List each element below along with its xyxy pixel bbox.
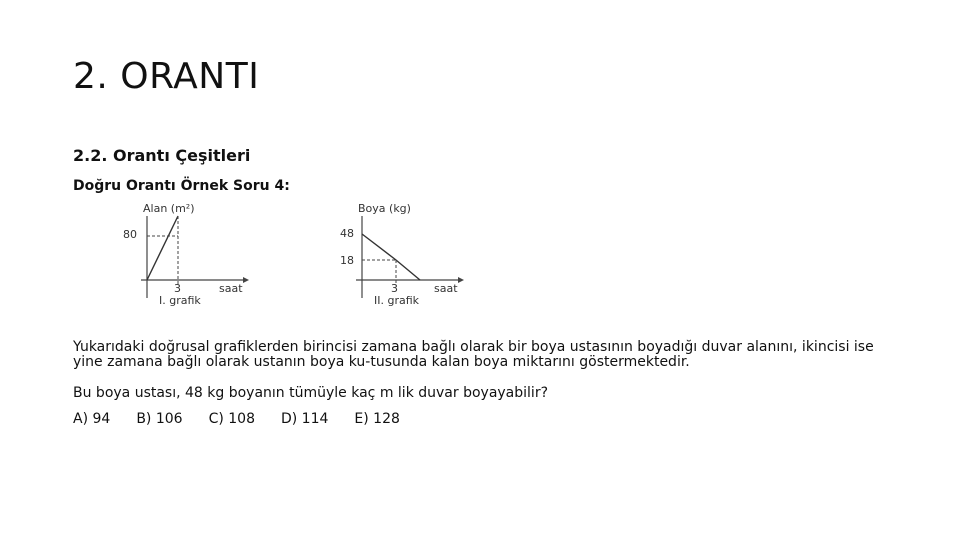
option-d[interactable]: D) 114 [280,411,329,427]
problem-paragraph: Yukarıdaki doğrusal grafiklerden birincisi zamana bağlı olarak bir boya ustasının boyadığı duvar alanını, ikincisi ise yine zamana bağlı olarak ustanın boya ku-tusunda kalan boya miktarını göstermektedir. [73,339,874,370]
answer-options [73,411,426,427]
graph-one-xtick-3: 3 [174,282,181,295]
graph-two-ylabel: Boya (kg) [358,202,411,215]
section-subtitle: 2.2. Orantı Çeşitleri [73,146,251,165]
graph-two-data-line [362,234,420,280]
graph-one-ytick-80: 80 [123,228,137,241]
page-title: 2. ORANTI [73,56,260,97]
question-heading: Doğru Orantı Örnek Soru 4: [73,178,290,194]
option-b[interactable]: B) 106 [136,411,183,427]
graph-two-ytick-18: 18 [340,254,354,267]
graph-two [330,198,480,310]
graph-two-xtick-3: 3 [391,282,398,295]
graph-one [115,198,265,310]
graph-one-ylabel: Alan (m²) [143,202,195,215]
option-a[interactable]: A) 94 [73,411,111,427]
graph-two-xlabel: saat [434,282,458,295]
question-text: Bu boya ustası, 48 kg boyanın tümüyle kaç m lik duvar boyayabilir? [73,385,549,401]
graph-one-caption: I. grafik [159,294,201,307]
option-e[interactable]: E) 128 [354,411,400,427]
graph-one-xlabel: saat [219,282,243,295]
graph-one-x-arrow [243,277,249,283]
graph-one-data-line [147,216,178,280]
option-c[interactable]: C) 108 [208,411,255,427]
graph-two-x-arrow [458,277,464,283]
graph-two-ytick-48: 48 [340,227,354,240]
graph-two-caption: II. grafik [374,294,420,307]
